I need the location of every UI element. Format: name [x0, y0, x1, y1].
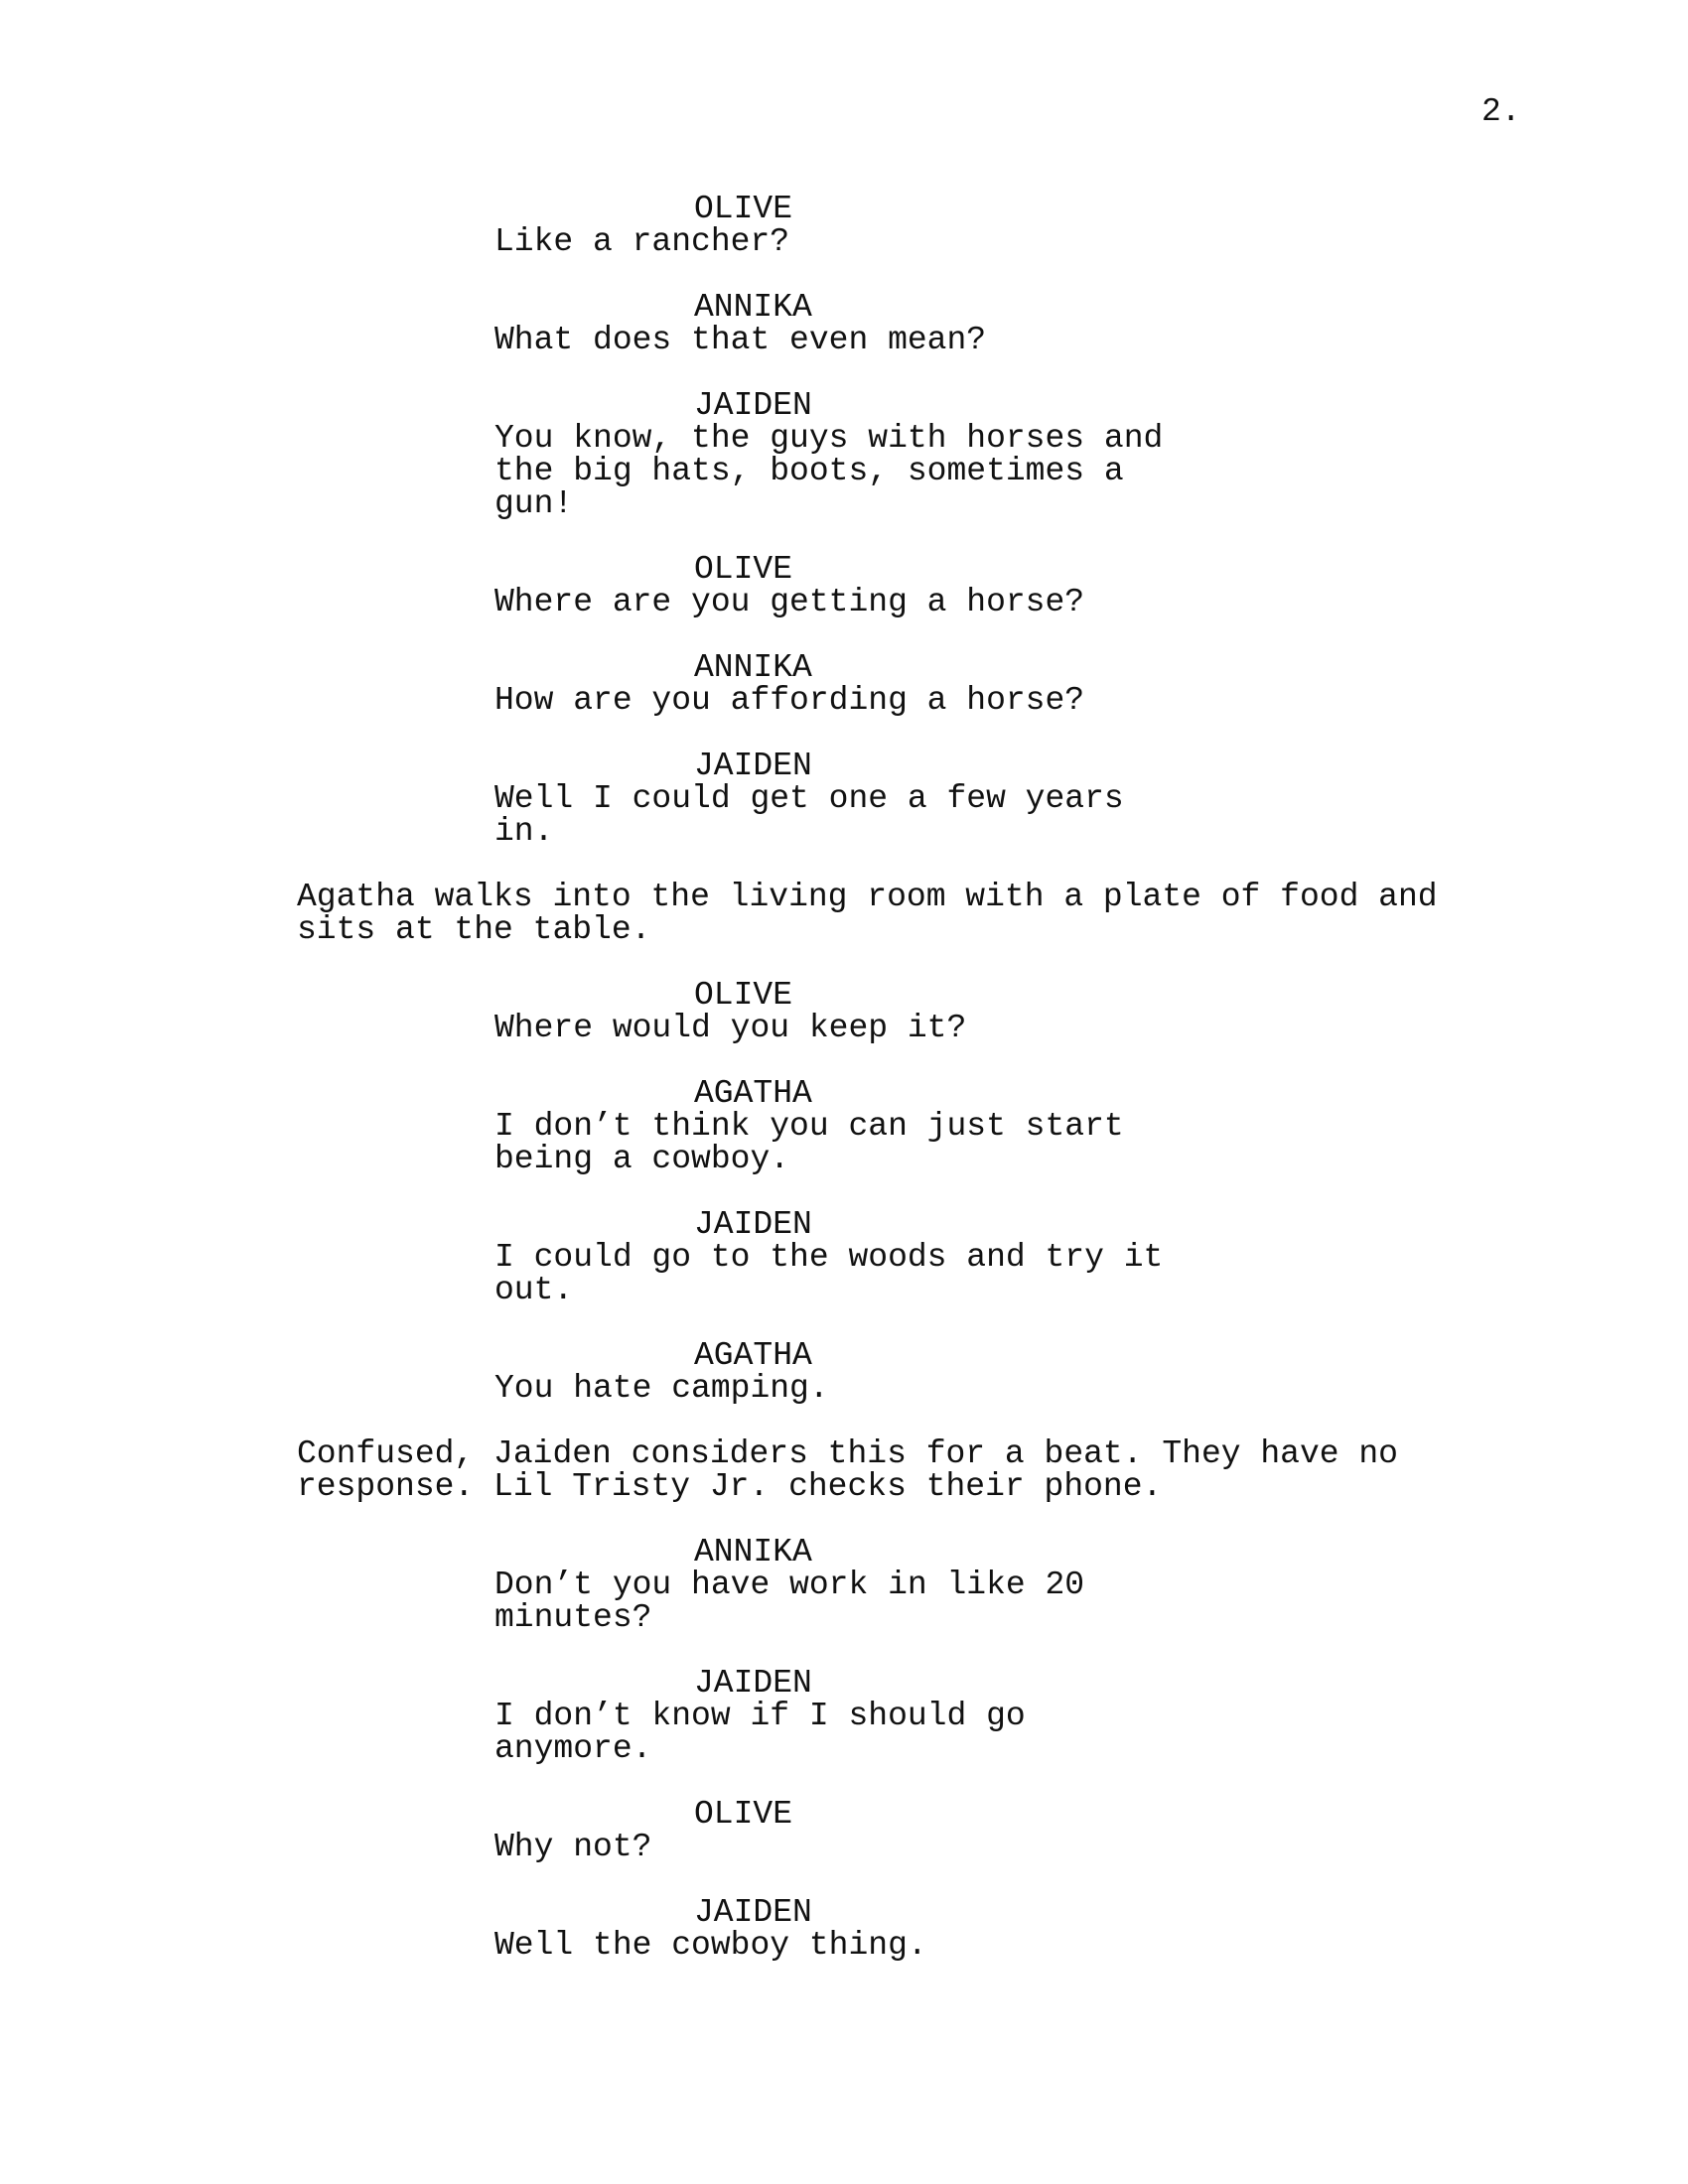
dialogue-line: Where are you getting a horse?: [494, 584, 1085, 620]
character-cue: ANNIKA: [694, 1534, 812, 1570]
dialogue-line: I don’t think you can just start: [494, 1108, 1124, 1145]
dialogue-line: Don’t you have work in like 20: [494, 1567, 1085, 1603]
dialogue-line: I don’t know if I should go: [494, 1698, 1026, 1734]
action-line: response. Lil Tristy Jr. checks their phone.: [297, 1468, 1163, 1505]
dialogue-line: Why not?: [494, 1829, 652, 1865]
dialogue-line: gun!: [494, 485, 574, 522]
character-cue: ANNIKA: [694, 649, 812, 686]
dialogue-line: Well I could get one a few years: [494, 780, 1124, 817]
character-cue: OLIVE: [694, 551, 793, 588]
dialogue-line: You hate camping.: [494, 1370, 829, 1407]
character-cue: JAIDEN: [694, 387, 812, 424]
character-cue: ANNIKA: [694, 289, 812, 326]
dialogue-line: I could go to the woods and try it: [494, 1239, 1164, 1276]
dialogue-line: Where would you keep it?: [494, 1010, 967, 1046]
action-line: Agatha walks into the living room with a plate of food and: [297, 879, 1438, 915]
dialogue-line: the big hats, boots, sometimes a: [494, 453, 1124, 489]
dialogue-line: What does that even mean?: [494, 322, 987, 358]
dialogue-line: out.: [494, 1272, 574, 1308]
dialogue-line: being a cowboy.: [494, 1141, 790, 1177]
dialogue-line: How are you affording a horse?: [494, 682, 1085, 719]
page-number: 2.: [1481, 93, 1521, 130]
character-cue: JAIDEN: [694, 1894, 812, 1931]
character-cue: JAIDEN: [694, 748, 812, 784]
action-line: sits at the table.: [297, 911, 651, 948]
dialogue-line: in.: [494, 813, 554, 850]
character-cue: OLIVE: [694, 191, 793, 227]
character-cue: JAIDEN: [694, 1665, 812, 1702]
dialogue-line: Well the cowboy thing.: [494, 1927, 927, 1964]
character-cue: AGATHA: [694, 1337, 812, 1374]
character-cue: OLIVE: [694, 1796, 793, 1833]
dialogue-line: minutes?: [494, 1599, 652, 1636]
character-cue: JAIDEN: [694, 1206, 812, 1243]
character-cue: OLIVE: [694, 977, 793, 1014]
action-line: Confused, Jaiden considers this for a beat. They have no: [297, 1435, 1398, 1472]
character-cue: AGATHA: [694, 1075, 812, 1112]
dialogue-line: Like a rancher?: [494, 223, 790, 260]
dialogue-line: anymore.: [494, 1730, 652, 1767]
dialogue-line: You know, the guys with horses and: [494, 420, 1164, 457]
